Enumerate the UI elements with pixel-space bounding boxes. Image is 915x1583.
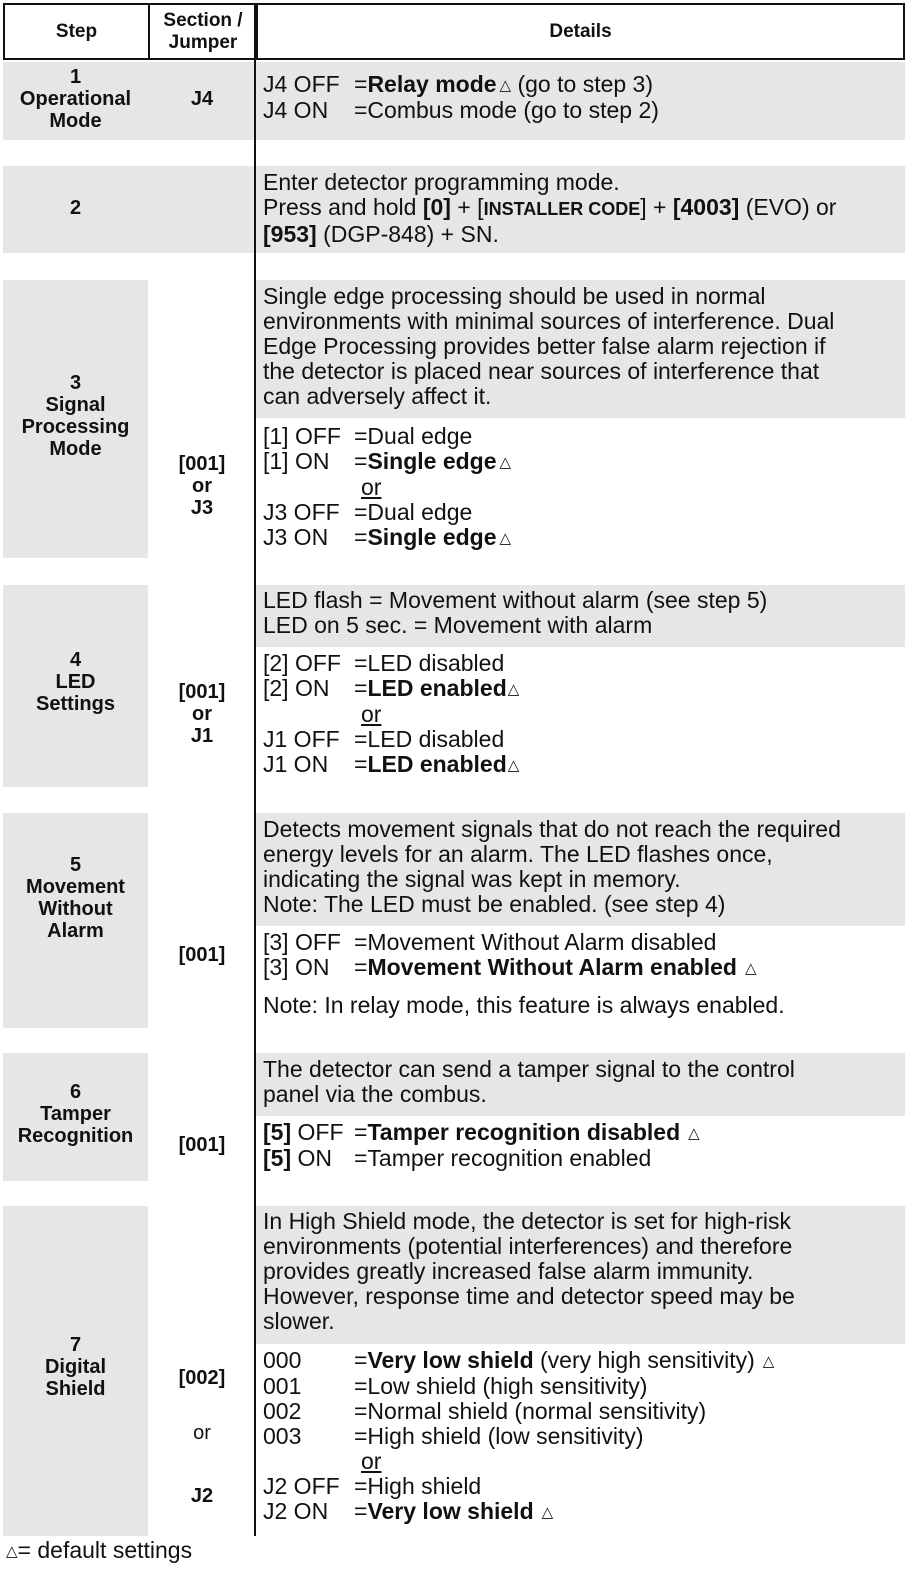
step-1-row-on: J4 ON =Combus mode (go to step 2) [263,97,659,123]
header-section-jumper: Section / Jumper [148,3,256,60]
step-3-jumper: [001] or J3 [178,453,226,519]
default-triangle-icon: △ [762,1353,775,1370]
legend-default-settings: △= default settings [6,1536,192,1566]
default-triangle-icon: △ [6,1543,18,1560]
step-7-jumper-section: [002] [178,1367,226,1389]
step-4-jumper: [001] or J1 [178,681,226,747]
default-triangle-icon: △ [499,530,512,547]
default-triangle-icon: △ [499,77,512,94]
step-5-options: [3] OFF =Movement Without Alarm disabled [3] ON =Movement Without Alarm enabled △ Note: In relay mode, this feature is always enabled. [263,929,785,1018]
step-6-jumper: [001] [178,1134,226,1156]
step-7-jumper-j2: J2 [190,1485,214,1507]
step-1-row-off: J4 OFF =Relay mode △ (go to step 3) [263,71,654,97]
step-3-label: 3 Signal Processing Mode [21,372,130,460]
step-6-label: 6 Tamper Recognition [17,1081,134,1147]
step-5-label: 5 Movement Without Alarm [26,854,125,942]
step-1-label: 1 Operational Mode [19,66,132,132]
step-7-label: 7 Digital Shield [44,1334,107,1400]
column-divider [254,3,256,1536]
step-4-label: 4 LED Settings [36,649,115,715]
step-1-jumper: J4 [190,88,214,110]
default-triangle-icon: △ [744,960,757,977]
default-triangle-icon: △ [688,1125,700,1142]
step-3-options: [1] OFF =Dual edge [1] ON =Single edge △ or J3 OFF =Dual edge J3 ON =Single edge △ [263,423,512,550]
step-4-intro: LED flash = Movement without alarm (see step 5) LED on 5 sec. = Movement with alarm [263,587,768,638]
default-triangle-icon: △ [541,1504,554,1521]
step-4-options: [2] OFF =LED disabled [2] ON =LED enabled△ or J1 OFF =LED disabled J1 ON =LED enabled△ [263,650,520,777]
step-2-label: 2 [69,197,82,219]
step-1-details [263,72,659,123]
step-7-jumper-or: or [193,1422,211,1444]
step-2-details: Enter detector programming mode. Press and hold [0] + [INSTALLER CODE] + [4003] (EVO) or [953] (DGP-848) + SN. [263,169,837,247]
step-5-intro: Detects movement signals that do not reach the required energy levels for an alarm. The LED flashes once, indicating the signal was kept in memory. Note: The LED must be enabled. (see step 4) [263,816,841,917]
step-5-jumper: [001] [178,944,226,966]
default-triangle-icon: △ [499,454,512,471]
step-3-intro: Single edge processing should be used in normal environments with minimal sources of interference. Dual Edge Processing provides better false alarm rejection if the detector is placed near sources of interference that can adversely affect it. [263,283,835,409]
step-7-options: 000 =Very low shield (very high sensitivity) △ 001 =Low shield (high sensitivity) 002 =Normal shield (normal sensitivity) 003 =High shield (low sensitivity) or J2 OFF =High shield J2 ON =Very low shield △ [263,1347,775,1524]
step-6-intro: The detector can send a tamper signal to the control panel via the combus. [263,1056,795,1107]
default-triangle-icon: △ [507,681,520,698]
header-details: Details [256,3,905,60]
default-triangle-icon: △ [507,757,520,774]
header-step: Step [3,3,148,60]
step-6-options: [5] OFF =Tamper recognition disabled △ [5] ON =Tamper recognition enabled [263,1119,700,1171]
step-7-intro: In High Shield mode, the detector is set for high-risk environments (potential interferences) and therefore provides greatly increased false alarm immunity. However, response time and detector speed may be slower. [263,1208,795,1334]
